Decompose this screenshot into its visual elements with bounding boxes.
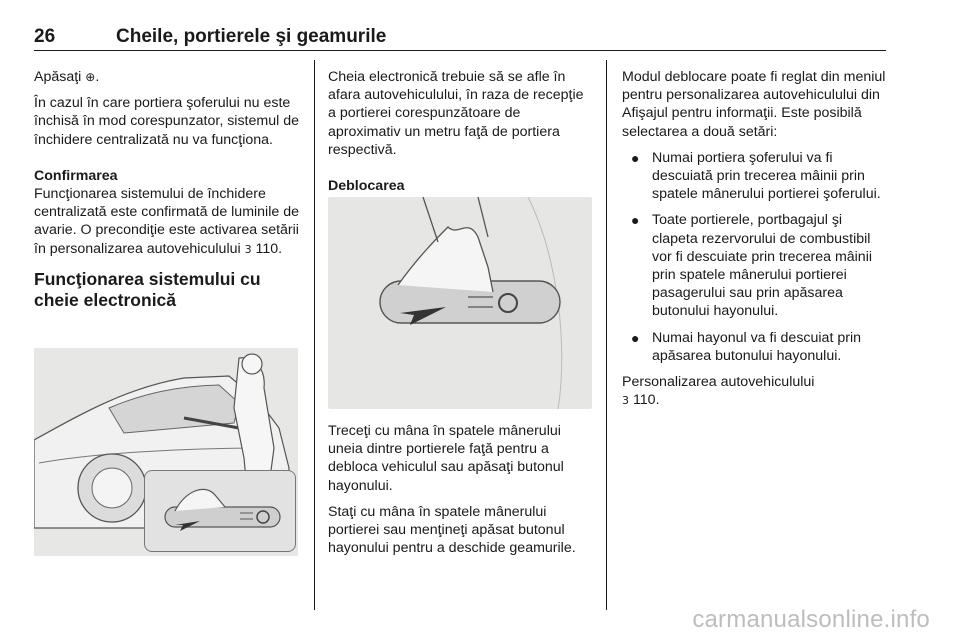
page-title: Cheile, portierele şi geamurile	[116, 26, 387, 47]
paragraph: Funcţionarea sistemului de închidere centralizată este confirmată de luminile de avarie. O precondiţie este activarea setării în personalizarea autovehiculului 3 110.	[34, 186, 299, 257]
page-ref: 110.	[255, 240, 283, 257]
settings-list	[622, 149, 890, 365]
car-keyless-illustration	[34, 348, 298, 556]
door-handle-inset	[144, 470, 296, 552]
paragraph: Personalizarea autovehiculului 3 110.	[622, 374, 815, 409]
confirm-heading: Confirmarea	[34, 167, 118, 184]
column-right	[622, 68, 890, 418]
section-heading: Funcţionarea sistemului cu cheie electronică	[34, 268, 261, 310]
page-ref: 110.	[632, 392, 660, 409]
column-middle-lower	[328, 422, 594, 565]
column-middle	[328, 68, 594, 195]
unlock-heading: Deblocarea	[328, 178, 405, 195]
list-item: ● Numai portiera şoferului va fi descuiată prin trecerea mâinii prin spatele mânerului portierei şoferului.	[631, 149, 881, 203]
lock-symbol: ⊕	[85, 70, 96, 84]
bullet-icon: ●	[631, 212, 640, 229]
column-divider	[314, 60, 315, 610]
list-item: ● Toate portierele, portbagajul şi clapeta rezervorului de combustibil vor fi descuiate prin trecerea mâinii prin spatele mânerului portierei pasagerului sau prin apăsarea butonului hayonului.	[631, 212, 873, 320]
bullet-icon: ●	[631, 149, 640, 166]
list-item: ● Numai hayonul va fi descuiat prin apăsarea butonului hayonului.	[631, 329, 861, 364]
page-number: 26	[34, 26, 56, 47]
paragraph: Cheia electronică trebuie să se afle în afara autovehiculului, în raza de recepţie a portierei corespunzătoare de aproximativ un metru faţă de portiera respectivă.	[328, 69, 584, 158]
column-left	[34, 68, 304, 321]
page-ref-arrow: 3	[244, 242, 252, 256]
bullet-icon: ●	[631, 329, 640, 346]
paragraph: Modul deblocare poate fi reglat din meniul pentru personalizarea autovehiculului din Afişajul pentru informaţii. Este posibilă selectarea a două setări:	[622, 69, 886, 140]
watermark: carmanualsonline.info	[692, 606, 930, 633]
column-divider	[606, 60, 607, 610]
page-ref-arrow: 3	[622, 394, 629, 408]
paragraph: În cazul în care portiera şoferului nu este închisă în mod corespunzator, sistemul de închidere centralizată nu va funcţiona.	[34, 95, 299, 148]
instruction-text: Apăsaţi ⊕.	[34, 69, 100, 85]
paragraph: Treceţi cu mâna în spatele mânerului uneia dintre portierele faţă pentru a debloca vehiculul sau apăsaţi butonul hayonului.	[328, 423, 564, 494]
paragraph: Staţi cu mâna în spatele mânerului portierei sau menţineţi apăsat butonul hayonului pentru a deschide geamurile.	[328, 503, 576, 557]
door-handle-illustration	[328, 197, 592, 409]
page-header	[34, 26, 886, 51]
